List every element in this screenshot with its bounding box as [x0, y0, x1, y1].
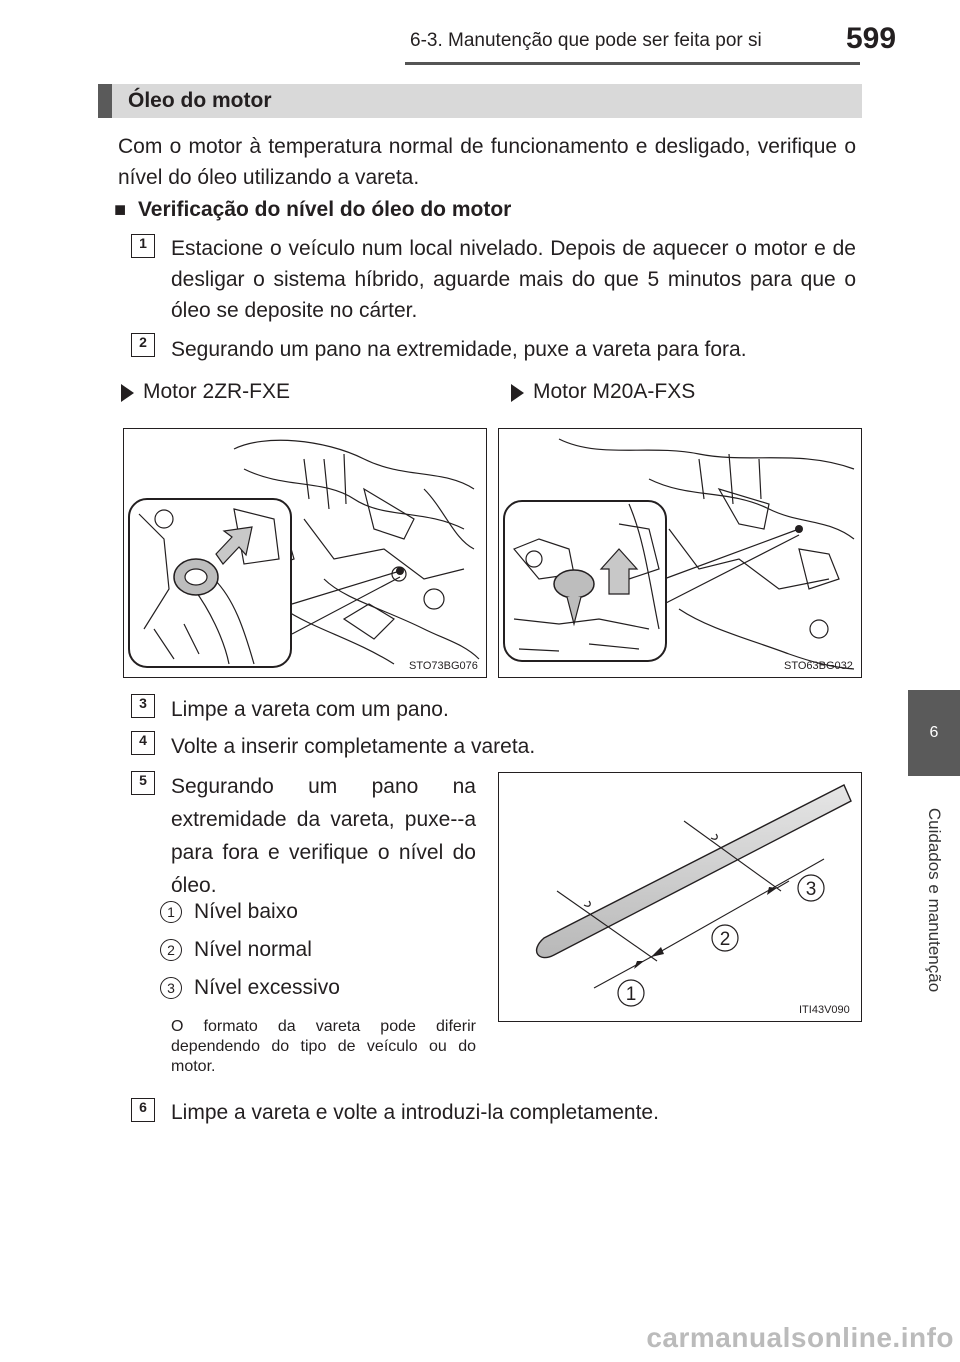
intro-paragraph: Com o motor à temperatura normal de funcionamento e desligado, verifique o nível do óleo utilizando a vareta.: [118, 135, 856, 189]
dipstick-callout-3: 3: [805, 879, 817, 900]
watermark: carmanualsonline.info: [646, 1322, 954, 1353]
level-label-normal: Nível normal: [194, 938, 312, 961]
figure-code-m20a: STO63BG032: [784, 660, 853, 672]
section-title: Óleo do motor: [98, 84, 862, 118]
dipstick-callout-2: 2: [719, 929, 731, 950]
step-4-text: Volte a inserir completamente a vareta.: [171, 735, 536, 758]
triangle-bullet-icon: [511, 384, 524, 402]
subheading-text: Verificação do nível do óleo do motor: [137, 198, 512, 221]
engine-label-m20a: Motor M20A-FXS: [533, 380, 696, 403]
step-6-text: Limpe a vareta e volte a introduzi-la completamente.: [171, 1101, 659, 1124]
level-label-low: Nível baixo: [194, 900, 298, 923]
level-number-1: 1: [160, 901, 182, 923]
step-number-3: 3: [131, 694, 155, 718]
subheading-bullet: ■: [114, 199, 127, 221]
step-number-5: 5: [131, 771, 155, 795]
header-rule: [405, 62, 860, 65]
triangle-bullet-icon: [121, 384, 134, 402]
step-number-1: 1: [131, 234, 155, 258]
step-1-text: Estacione o veículo num local nivelado. Depois de aquecer o motor e de desligar o sistema híbrido, aguarde mais do que 5 minutos para que o óleo se deposite no cárter.: [171, 237, 856, 322]
step-number-6: 6: [131, 1098, 155, 1122]
level-label-excess: Nível excessivo: [194, 976, 340, 999]
chapter-number: 6: [929, 724, 939, 741]
step-number-2: 2: [131, 333, 155, 357]
dipstick-callout-1: 1: [625, 984, 637, 1005]
engine-label-2zr: Motor 2ZR-FXE: [143, 380, 291, 403]
dipstick-note: O formato da vareta pode diferir dependendo do tipo de veículo ou do motor.: [171, 1018, 476, 1075]
step-number-4: 4: [131, 731, 155, 755]
step-5-text: Segurando um pano na extremidade da vareta, puxe--a para fora e verifique o nível do óleo.: [171, 775, 476, 897]
engine-figure-m20a: [498, 428, 862, 678]
subheading: [114, 198, 511, 222]
figure-code-2zr: STO73BG076: [409, 660, 478, 672]
engine-2zr-illustration: [124, 429, 485, 676]
header-title: 6-3. Manutenção que pode ser feita por si: [410, 30, 762, 51]
page-number: 599: [846, 22, 897, 55]
chapter-label: [905, 780, 960, 1020]
chapter-label-text: Cuidados e manutenção: [925, 807, 944, 993]
chapter-tab: [908, 690, 960, 776]
figure-code-dipstick: ITI43V090: [799, 1004, 850, 1016]
engine-m20a-illustration: [499, 429, 860, 676]
level-number-2: 2: [160, 939, 182, 961]
engine-figure-2zr: [123, 428, 487, 678]
step-3-text: Limpe a vareta com um pano.: [171, 698, 449, 721]
level-number-3: 3: [160, 977, 182, 999]
step-2-text: Segurando um pano na extremidade, puxe a vareta para fora.: [171, 338, 747, 361]
dipstick-figure: [498, 772, 862, 1022]
dipstick-illustration: [499, 773, 860, 1020]
